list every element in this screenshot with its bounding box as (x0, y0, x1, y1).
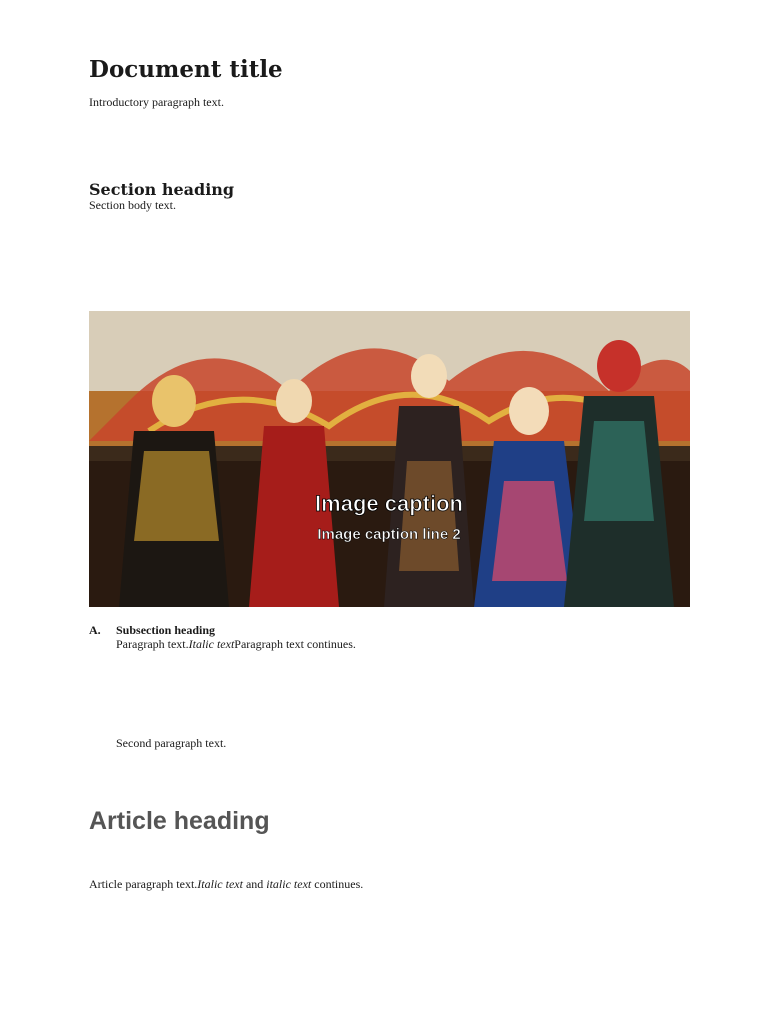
section-heading: Section heading (89, 180, 235, 199)
paragraph-text: Article paragraph text. (89, 877, 198, 891)
subsection-paragraph-1 (116, 638, 697, 652)
paragraph-text: continues. (311, 877, 364, 891)
intro-paragraph: Introductory paragraph text. (89, 95, 224, 109)
photo-caption-line2: Image caption line 2 (317, 526, 461, 543)
subsection-heading-row (89, 623, 697, 638)
italic-term: Italic text (197, 877, 243, 891)
wayang-golek-photo (89, 311, 690, 607)
subsection-paragraph-2: Second paragraph text. (116, 736, 227, 750)
subsection-heading: Subsection heading (116, 623, 216, 637)
article-heading: Article heading (89, 807, 270, 835)
section-paragraph: Section body text. (89, 198, 176, 212)
photo-caption-line1: Image caption (315, 491, 463, 516)
paragraph-text: Paragraph text. (116, 637, 189, 651)
list-marker: A. (89, 623, 101, 637)
paragraph-text: Paragraph text continues. (234, 637, 356, 651)
page-title: Document title (89, 56, 283, 83)
paragraph-text: and (242, 877, 267, 891)
article-paragraph (89, 878, 697, 892)
italic-term: Italic text (188, 637, 235, 651)
italic-term: italic text (266, 877, 312, 891)
